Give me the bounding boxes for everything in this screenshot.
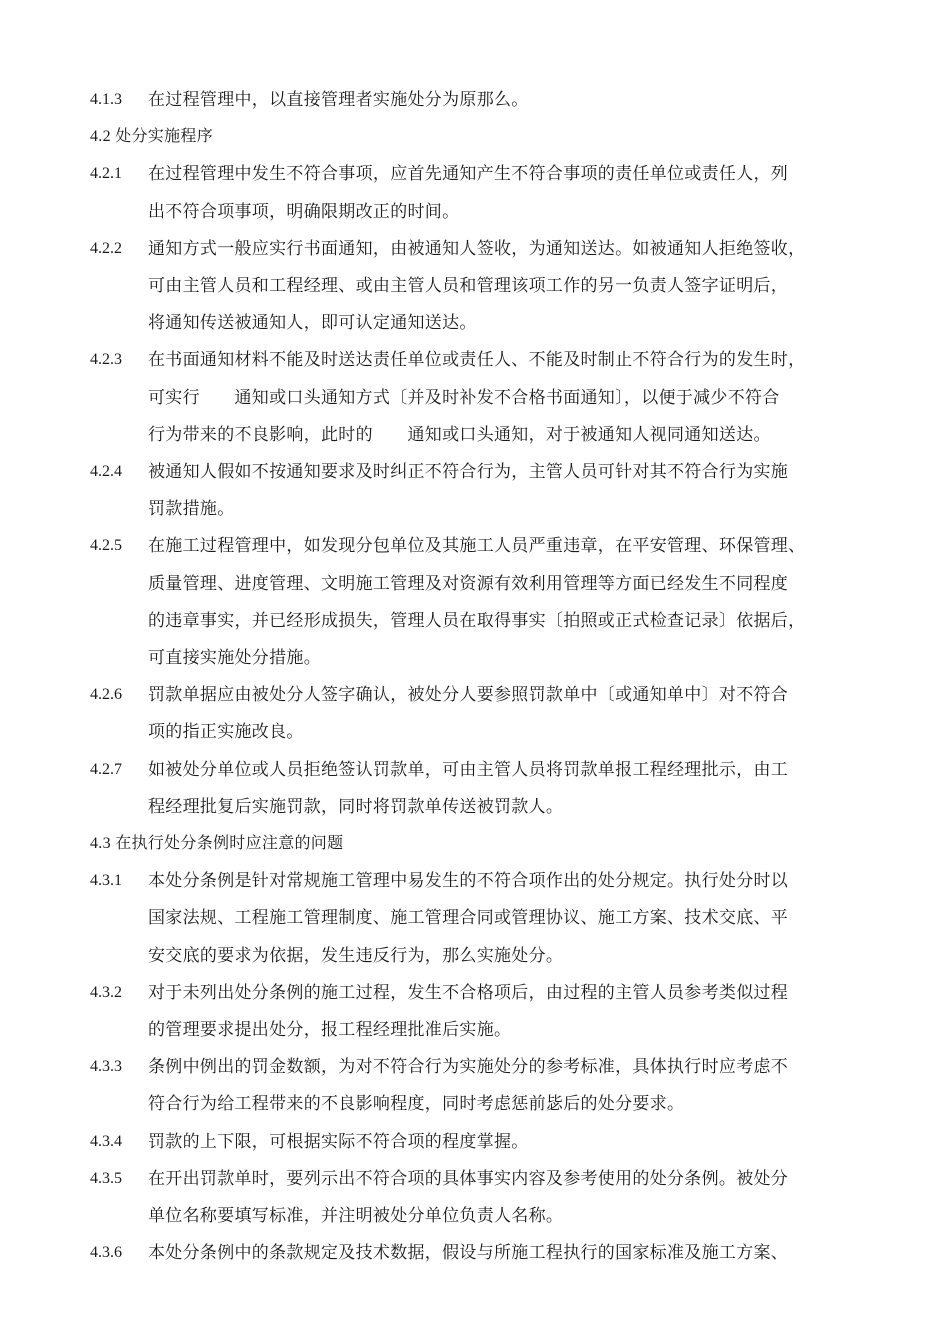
- clause-text-line: 对于未列出处分条例的施工过程，发生不合格项后，由过程的主管人员参考类似过程: [148, 982, 789, 1003]
- clause-text-line: 的管理要求提出处分，报工程经理批准后实施。: [148, 1020, 512, 1040]
- clause-number: 4.2.1: [90, 165, 122, 183]
- clause-text-line: 本处分条例是针对常规施工管理中易发生的不符合项作出的处分规定。执行处分时以: [148, 871, 789, 892]
- clause-text-line: 项的指正实施改良。: [148, 722, 304, 743]
- clause-text-line: 质量管理、进度管理、文明施工管理及对资源有效利用管理等方面已经发生不同程度: [148, 573, 789, 594]
- clause-number: 4.3.4: [90, 1132, 122, 1150]
- clause-number: 4.3.6: [90, 1244, 122, 1262]
- clause-text-line: 可实行 通知或口头通知方式〔并及时补发不合格书面通知〕，以便于减少不符合: [148, 387, 780, 408]
- clause-text-line: 在过程管理中发生不符合事项，应首先通知产生不符合事项的责任单位或责任人，列: [148, 164, 789, 185]
- clause-text-line: 本处分条例中的条款规定及技术数据，假设与所施工程执行的国家标准及施工方案、: [148, 1243, 789, 1264]
- clause-text-line: 程经理批复后实施罚款，同时将罚款单传送被罚款人。: [148, 796, 564, 817]
- clause-text-line: 的违章事实，并已经形成损失，管理人员在取得事实〔拍照或正式检查记录〕依据后，: [148, 610, 806, 631]
- clause-number: 4.1.3: [90, 91, 122, 108]
- clause-text-line: 罚款单据应由被处分人签字确认，被处分人要参照罚款单中〔或通知单中〕对不符合: [148, 685, 789, 706]
- clause-number: 4.2.3: [90, 351, 122, 369]
- clause-number: 4.3.3: [90, 1058, 122, 1076]
- clause-number: 4.2.5: [90, 537, 122, 555]
- clause-text-line: 行为带来的不良影响，此时的 通知或口头通知，对于被通知人视同通知送达。: [148, 424, 771, 445]
- clause-text-line: 如被处分单位或人员拒绝签认罚款单，可由主管人员将罚款单报工程经理批示，由工: [148, 759, 789, 780]
- clause-text-line: 通知方式一般应实行书面通知，由被通知人签收，为通知送达。如被通知人拒绝签收，: [148, 238, 806, 259]
- clause-text-line: 出不符合项事项，明确限期改正的时间。: [148, 201, 460, 222]
- clause-text-line: 单位名称要填写标准，并注明被处分单位负责人名称。: [148, 1206, 564, 1226]
- section-heading: 4.3 在执行处分条例时应注意的问题: [90, 835, 344, 852]
- clause-text-line: 将通知传送被通知人，即可认定通知送达。: [148, 313, 477, 334]
- clause-text-line: 罚款的上下限，可根据实际不符合项的程度掌握。: [148, 1131, 529, 1152]
- clause-text-line: 在过程管理中，以直接管理者实施处分为原那么。: [148, 90, 529, 110]
- clause-text-line: 在施工过程管理中，如发现分包单位及其施工人员严重违章，在平安管理、环保管理、: [148, 536, 806, 557]
- clause-number: 4.2.4: [90, 463, 122, 480]
- clause-text-line: 国家法规、工程施工管理制度、施工管理合同或管理协议、施工方案、技术交底、平: [148, 908, 789, 929]
- clause-number: 4.2.2: [90, 239, 122, 257]
- clause-number: 4.3.2: [90, 983, 122, 1001]
- clause-number: 4.2.7: [90, 760, 122, 778]
- clause-text-line: 条例中例出的罚金数额，为对不符合行为实施处分的参考标准，具体执行时应考虑不: [148, 1057, 789, 1078]
- clause-text-line: 罚款措施。: [148, 499, 235, 520]
- clause-text-line: 被通知人假如不按通知要求及时纠正不符合行为，主管人员可针对其不符合行为实施: [148, 462, 789, 482]
- clause-text-line: 符合行为给工程带来的不良影响程度，同时考虑惩前毖后的处分要求。: [148, 1094, 685, 1115]
- clause-text-line: 在开出罚款单时，要列示出不符合项的具体事实内容及参考使用的处分条例。被处分: [148, 1168, 789, 1189]
- clause-text-line: 可由主管人员和工程经理、或由主管人员和管理该项工作的另一负责人签字证明后，: [148, 276, 789, 296]
- clause-text-line: 可直接实施处分措施。: [148, 648, 321, 668]
- clause-text-line: 在书面通知材料不能及时送达责任单位或责任人、不能及时制止不符合行为的发生时，: [148, 350, 806, 371]
- section-heading: 4.2 处分实施程序: [90, 128, 214, 146]
- clause-text-line: 安交底的要求为依据，发生违反行为，那么实施处分。: [148, 945, 564, 966]
- clause-number: 4.3.1: [90, 872, 122, 890]
- clause-number: 4.2.6: [90, 686, 122, 704]
- clause-number: 4.3.5: [90, 1169, 122, 1187]
